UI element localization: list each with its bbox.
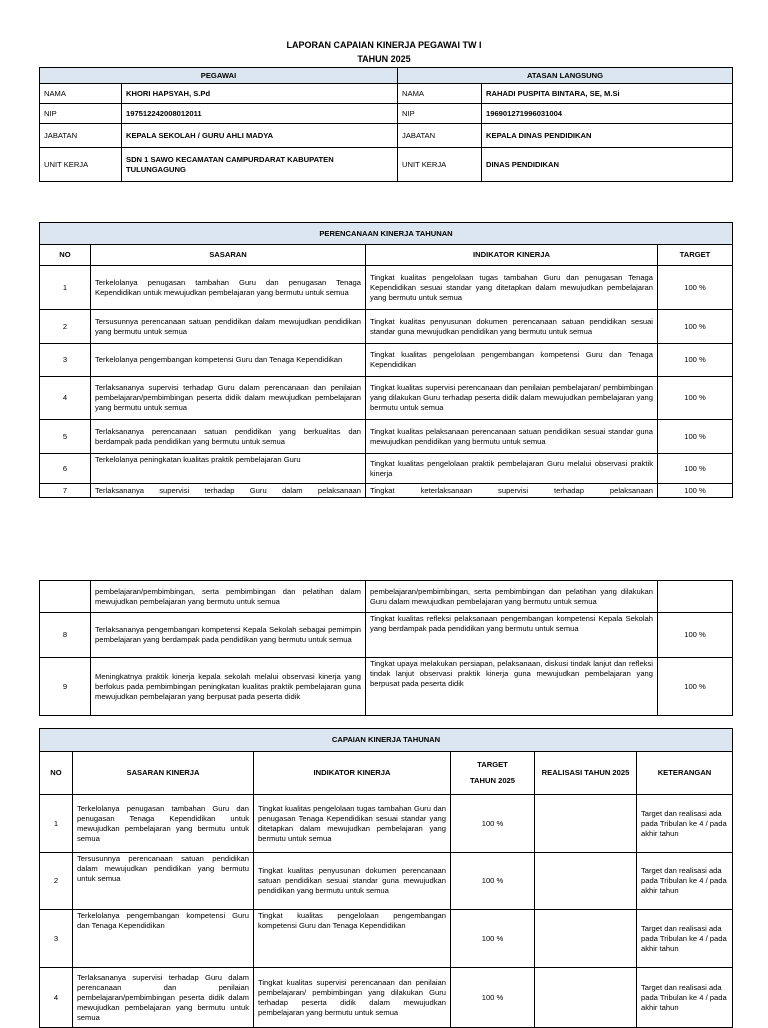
row-no: 5 xyxy=(40,420,91,454)
row-indikator: Tingkat kualitas pelaksanaan perencanaan satuan pendidikan sesuai standar guna mewujudkan pendidikan yang bermutu untuk semua xyxy=(366,420,658,454)
row-indikator: Tingkat kualitas pengelolaan pengembangan kompetensi Guru dan Tenaga Kependidikan xyxy=(366,344,658,377)
row-no xyxy=(40,581,91,613)
table-row xyxy=(40,795,733,853)
table-row xyxy=(40,613,733,658)
row-no: 4 xyxy=(40,377,91,420)
table-row xyxy=(40,910,733,968)
pegawai-value: SDN 1 SAWO KECAMATAN CAMPURDARAT KABUPATEN TULUNGAGUNG xyxy=(122,148,398,182)
row-target: 100 % xyxy=(451,910,535,968)
row-indikator: Tingkat kualitas pengelolaan tugas tambahan Guru dan penugasan Tenaga Kependidikan sesuai standar yang ditetapkan dalam mewujudkan pembelajaran yang bermutu untuk semua xyxy=(254,795,451,853)
row-no: 7 xyxy=(40,484,91,498)
row-no: 9 xyxy=(40,658,91,716)
atasan-header: ATASAN LANGSUNG xyxy=(398,68,733,84)
capaian-table xyxy=(39,728,733,1028)
identity-row xyxy=(40,104,733,124)
table-row xyxy=(40,853,733,910)
atasan-value: 196901271996031004 xyxy=(482,104,733,124)
row-no: 1 xyxy=(40,795,73,853)
pegawai-value: KHORI HAPSYAH, S.Pd xyxy=(122,84,398,104)
row-indikator: Tingkat kualitas penyusunan dokumen perencanaan satuan pendidikan sesuai standar guna mewujudkan pendidikan yang bermutu untuk semua xyxy=(254,853,451,910)
row-indikator: Tingkat kualitas pengelolaan praktik pembelajaran Guru melalui observasi praktik kinerja xyxy=(366,454,658,484)
row-sasaran: Terlaksananya supervisi terhadap Guru dalam perencanaan dan penilaian pembelajaran/pembimbingan peserta didik dalam mewujudkan pembelajaran yang bermutu untuk semua xyxy=(91,377,366,420)
row-keterangan: Target dan realisasi ada pada Tribulan ke 4 / pada akhir tahun xyxy=(637,795,733,853)
row-no: 6 xyxy=(40,454,91,484)
row-indikator: Tingkat kualitas penyusunan dokumen perencanaan satuan pendidikan sesuai standar guna mewujudkan pendidikan yang bermutu untuk semua xyxy=(366,310,658,344)
atasan-label: JABATAN xyxy=(398,124,482,148)
row-target: 100 % xyxy=(658,420,733,454)
row-indikator: Tingkat kualitas supervisi perencanaan dan penilaian pembelajaran/ pembimbingan yang dilakukan Guru terhadap peserta didik dalam mewujudkan pembelajaran yang bermutu untuk semua xyxy=(366,377,658,420)
atasan-value: RAHADI PUSPITA BINTARA, SE, M.Si xyxy=(482,84,733,104)
col-target xyxy=(451,752,535,795)
identity-table xyxy=(39,67,733,182)
table-row xyxy=(40,420,733,454)
col-realisasi: REALISASI TAHUN 2025 xyxy=(535,752,637,795)
row-sasaran: Tersusunnya perencanaan satuan pendidikan dalam mewujudkan pendidikan yang bermutu untuk semua xyxy=(91,310,366,344)
report-year: TAHUN 2025 xyxy=(357,54,411,64)
row-realisasi xyxy=(535,968,637,1028)
row-no: 8 xyxy=(40,613,91,658)
pegawai-label: JABATAN xyxy=(40,124,122,148)
row-no: 4 xyxy=(40,968,73,1028)
row-keterangan: Target dan realisasi ada pada Tribulan ke 4 / pada akhir tahun xyxy=(637,968,733,1028)
row-indikator: Tingkat kualitas pengelolaan pengembangan kompetensi Guru dan Tenaga Kependidikan xyxy=(254,910,451,968)
perencanaan-continuation-table xyxy=(39,580,733,716)
col-indikator: INDIKATOR KINERJA xyxy=(254,752,451,795)
col-no: NO xyxy=(40,752,73,795)
row-sasaran: Tersusunnya perencanaan satuan pendidikan dalam mewujudkan pendidikan yang bermutu untuk semua xyxy=(73,853,254,910)
row-target: 100 % xyxy=(451,968,535,1028)
row-sasaran: Terlaksananya supervisi terhadap Guru dalam pelaksanaan xyxy=(91,484,366,498)
row-sasaran: Terkelolanya penugasan tambahan Guru dan penugasan Tenaga Kependidikan untuk mewujudkan pembelajaran yang bermutu untuk semua xyxy=(73,795,254,853)
pegawai-label: NIP xyxy=(40,104,122,124)
row-indikator: pembelajaran/pembimbingan, serta pembimbingan dan pelatihan yang dilakukan Guru dalam mewujudkan pembelajaran yang bermutu untuk semua xyxy=(366,581,658,613)
row-no: 1 xyxy=(40,266,91,310)
row-sasaran: Terkelolanya penugasan tambahan Guru dan penugasan Tenaga Kependidikan untuk mewujudkan pembelajaran yang bermutu untuk semua xyxy=(91,266,366,310)
col-target-line2: TAHUN 2025 xyxy=(469,776,515,785)
row-realisasi xyxy=(535,910,637,968)
table-row xyxy=(40,484,733,498)
row-indikator: Tingkat kualitas pengelolaan tugas tambahan Guru dan penugasan Tenaga Kependidikan sesuai standar yang ditetapkan dalam mewujudkan pembelajaran yang bermutu untuk semua xyxy=(366,266,658,310)
row-no: 3 xyxy=(40,344,91,377)
row-target: 100 % xyxy=(658,454,733,484)
table-row xyxy=(40,344,733,377)
row-sasaran: Terlaksananya perencanaan satuan pendidikan yang berkualitas dan berdampak pada pendidikan yang bermutu untuk semua xyxy=(91,420,366,454)
row-no: 2 xyxy=(40,310,91,344)
row-target: 100 % xyxy=(451,795,535,853)
row-target: 100 % xyxy=(658,377,733,420)
perencanaan-table xyxy=(39,222,733,498)
row-keterangan: Target dan realisasi ada pada Tribulan ke 4 / pada akhir tahun xyxy=(637,910,733,968)
atasan-value: KEPALA DINAS PENDIDIKAN xyxy=(482,124,733,148)
row-realisasi xyxy=(535,853,637,910)
row-sasaran: pembelajaran/pembimbingan, serta pembimbingan dan pelatihan dalam mewujudkan pembelajaran yang bermutu untuk semua xyxy=(91,581,366,613)
row-keterangan: Target dan realisasi ada pada Tribulan ke 4 / pada akhir tahun xyxy=(637,853,733,910)
pegawai-label: UNIT KERJA xyxy=(40,148,122,182)
table-row xyxy=(40,310,733,344)
row-target: 100 % xyxy=(658,310,733,344)
row-target: 100 % xyxy=(658,658,733,716)
row-indikator: Tingkat keterlaksanaan supervisi terhadap pelaksanaan xyxy=(366,484,658,498)
identity-row xyxy=(40,148,733,182)
col-no: NO xyxy=(40,245,91,266)
row-indikator: Tingkat kualitas supervisi perencanaan dan penilaian pembelajaran/ pembimbingan yang dilakukan Guru terhadap peserta didik dalam mewujudkan pembelajaran yang bermutu untuk semua xyxy=(254,968,451,1028)
row-realisasi xyxy=(535,795,637,853)
pegawai-label: NAMA xyxy=(40,84,122,104)
col-keterangan: KETERANGAN xyxy=(637,752,733,795)
row-sasaran: Terlaksananya supervisi terhadap Guru dalam perencanaan dan penilaian pembelajaran/pembimbingan peserta didik dalam mewujudkan pembelajaran yang bermutu untuk semua xyxy=(73,968,254,1028)
row-sasaran: Terkelolanya peningkatan kualitas praktik pembelajaran Guru xyxy=(91,454,366,484)
row-no: 2 xyxy=(40,853,73,910)
capaian-title: CAPAIAN KINERJA TAHUNAN xyxy=(40,729,733,752)
identity-row xyxy=(40,124,733,148)
col-indikator: INDIKATOR KINERJA xyxy=(366,245,658,266)
row-target xyxy=(658,581,733,613)
pegawai-header: PEGAWAI xyxy=(40,68,398,84)
pegawai-value: 197512242008012011 xyxy=(122,104,398,124)
row-target: 100 % xyxy=(658,266,733,310)
row-target: 100 % xyxy=(451,853,535,910)
row-indikator: Tingkat upaya melakukan persiapan, pelaksanaan, diskusi tindak lanjut dan refleksi tindak lanjut observasi praktik kinerja guna mewujudkan pembelajaran yang berpusat pada peserta didik xyxy=(366,658,658,716)
table-row xyxy=(40,377,733,420)
row-sasaran: Terkelolanya pengembangan kompetensi Guru dan Tenaga Kependidikan xyxy=(91,344,366,377)
row-sasaran: Terlaksananya pengembangan kompetensi Kepala Sekolah sebagai pemimpin pembelajaran yang berdampak pada pendidikan yang bermutu untuk semua xyxy=(91,613,366,658)
col-target-line1: TARGET xyxy=(477,760,508,769)
row-target: 100 % xyxy=(658,613,733,658)
table-row xyxy=(40,454,733,484)
col-sasaran: SASARAN xyxy=(91,245,366,266)
pegawai-value: KEPALA SEKOLAH / GURU AHLI MADYA xyxy=(122,124,398,148)
identity-row xyxy=(40,84,733,104)
row-target: 100 % xyxy=(658,344,733,377)
row-sasaran: Terkelolanya pengembangan kompetensi Guru dan Tenaga Kependidikan xyxy=(73,910,254,968)
atasan-value: DINAS PENDIDIKAN xyxy=(482,148,733,182)
perencanaan-title: PERENCANAAN KINERJA TAHUNAN xyxy=(40,223,733,245)
table-row xyxy=(40,266,733,310)
col-target: TARGET xyxy=(658,245,733,266)
table-row xyxy=(40,968,733,1028)
row-target: 100 % xyxy=(658,484,733,498)
atasan-label: UNIT KERJA xyxy=(398,148,482,182)
row-no: 3 xyxy=(40,910,73,968)
atasan-label: NIP xyxy=(398,104,482,124)
row-indikator: Tingkat kualitas refleksi pelaksanaan pengembangan kompetensi Kepala Sekolah yang berdampak pada pendidikan yang bermutu untuk semua xyxy=(366,613,658,658)
atasan-label: NAMA xyxy=(398,84,482,104)
report-title: LAPORAN CAPAIAN KINERJA PEGAWAI TW I xyxy=(286,40,482,50)
row-sasaran: Meningkatnya praktik kinerja kepala sekolah melalui observasi kinerja yang berfokus pada pembimbingan peningkatan kualitas praktik pembelajaran guna mewujudkan pembelajaran yang berpusat pada peserta didik xyxy=(91,658,366,716)
table-row xyxy=(40,658,733,716)
table-row xyxy=(40,581,733,613)
col-sasaran-kinerja: SASARAN KINERJA xyxy=(73,752,254,795)
